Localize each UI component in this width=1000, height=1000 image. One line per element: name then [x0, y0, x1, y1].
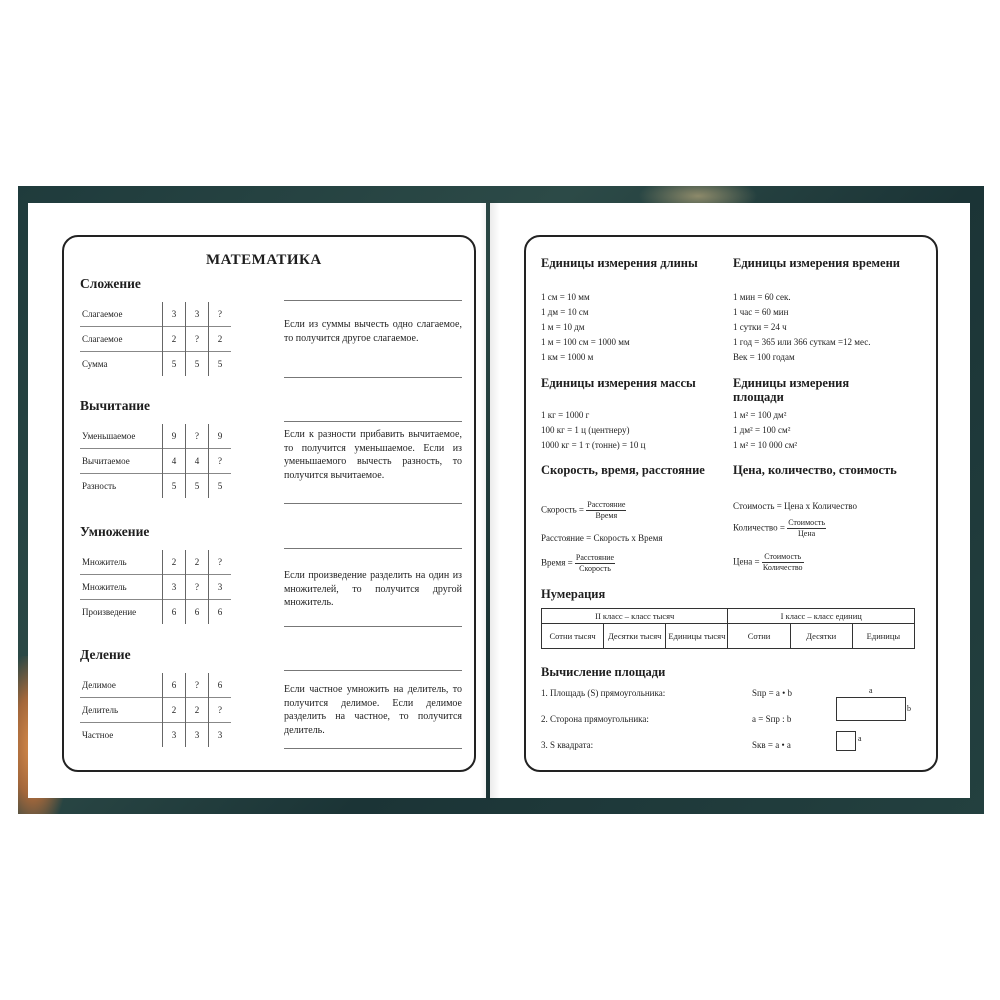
numerator: Расстояние: [575, 553, 615, 562]
table-row: [80, 352, 231, 377]
numerator: Расстояние: [587, 500, 626, 509]
cell: 9: [209, 424, 232, 449]
side-label: a: [858, 734, 862, 743]
numerator: Стоимость: [788, 518, 826, 527]
addition-heading: Сложение: [80, 276, 141, 291]
fraction: [787, 518, 826, 539]
formula-left: Скорость =: [541, 504, 585, 515]
list-item: 1 год = 365 или 366 суткам =12 мес.: [733, 337, 871, 347]
cell: 3: [186, 723, 209, 748]
row-label: Уменьшаемое: [82, 431, 136, 441]
list-item: 1 час = 60 мин: [733, 307, 789, 317]
multiplication-rule: Если произведение разделить на один из множителей, то получится другой множитель.: [284, 570, 462, 608]
cell: ?: [186, 327, 209, 352]
area-calc-heading: Вычисление площади: [541, 665, 666, 679]
cost-formula: Стоимость = Цена х Количество: [733, 501, 857, 511]
list-item: 1 м = 100 см = 1000 мм: [541, 337, 630, 347]
cell: 3: [209, 723, 232, 748]
length-heading: Единицы измерения длины: [541, 256, 698, 270]
multiplication-table: [80, 550, 231, 624]
cell: 3: [186, 302, 209, 327]
cell: 3: [163, 302, 186, 327]
cell: 2: [163, 550, 186, 575]
rule-line: [284, 300, 462, 301]
area-units-heading: Единицы измерения площади: [733, 376, 850, 404]
row-label: Слагаемое: [82, 309, 123, 319]
formula-left: Время =: [541, 557, 573, 568]
cell: 2: [186, 550, 209, 575]
table-row: [542, 624, 915, 649]
cell: 6: [186, 600, 209, 625]
list-item: 1 кг = 1000 г: [541, 410, 590, 420]
unit-price-formula: [733, 552, 804, 573]
list-item: 1 м² = 10 000 см²: [733, 440, 798, 450]
side-label: a: [869, 686, 873, 695]
length-list: [541, 290, 726, 365]
addition-rule: Если из суммы вычесть одно слагаемое, то получится другое слагаемое.: [284, 319, 462, 344]
square-diagram: [836, 731, 856, 751]
cell: 4: [186, 449, 209, 474]
list-item: 1 дм = 10 см: [541, 307, 589, 317]
table-row: [80, 550, 231, 575]
row-label: Делитель: [80, 698, 163, 723]
digit-cell: Сотни: [728, 624, 790, 649]
cell: ?: [209, 449, 232, 474]
cell: 6: [163, 673, 186, 698]
row-label: Делимое: [82, 680, 116, 690]
time-formula: [541, 553, 615, 574]
square-formula: Sкв = a • a: [752, 740, 791, 750]
table-row: [80, 723, 231, 748]
list-item: 1 дм² = 100 см²: [733, 425, 791, 435]
cell: 2: [186, 698, 209, 723]
division-heading: Деление: [80, 647, 131, 662]
table-row: [80, 600, 231, 625]
cell: 2: [209, 327, 232, 352]
cell: 3: [209, 575, 232, 600]
list-item: 1 м = 10 дм: [541, 322, 585, 332]
table-row: [542, 609, 915, 624]
side-formula: a = Sпр : b: [752, 714, 792, 724]
list-item: 1 мин = 60 сек.: [733, 292, 791, 302]
speed-formula: [541, 500, 626, 521]
subtraction-table: [80, 424, 231, 498]
list-item: Век = 100 годам: [733, 352, 795, 362]
rule-line: [284, 421, 462, 422]
row-label: Произведение: [80, 600, 163, 625]
cell: ?: [209, 698, 232, 723]
row-label: Сумма: [80, 352, 163, 377]
list-item: 100 кг = 1 ц (центнеру): [541, 425, 630, 435]
cell: 5: [163, 352, 186, 377]
area-calc-item: 2. Сторона прямоугольника:: [541, 714, 649, 724]
digit-cell: Десятки тысяч: [604, 624, 666, 649]
cell: 5: [209, 352, 232, 377]
fraction: [575, 553, 615, 574]
denominator: Время: [595, 511, 618, 520]
row-label: Разность: [80, 474, 163, 499]
table-row: [80, 424, 231, 449]
division-table: [80, 673, 231, 747]
denominator: Цена: [798, 529, 816, 538]
list-item: 1 км = 1000 м: [541, 352, 594, 362]
cell: 6: [163, 600, 186, 625]
cell: 5: [163, 474, 186, 499]
area-formula: Sпр = a • b: [752, 688, 793, 698]
class-header: I класс – класс единиц: [728, 609, 915, 624]
cell: 4: [163, 449, 186, 474]
cell: 5: [186, 474, 209, 499]
table-row: [80, 673, 231, 698]
area-calc-item: 1. Площадь (S) прямоугольника:: [541, 688, 666, 698]
row-label: Множитель: [80, 575, 163, 600]
numerator: Стоимость: [762, 552, 804, 563]
rule-line: [284, 670, 462, 671]
side-label: b: [907, 704, 911, 713]
row-label: Слагаемое: [80, 327, 163, 352]
digit-cell: Единицы тысяч: [666, 624, 728, 649]
mass-heading: Единицы измерения массы: [541, 376, 696, 390]
multiplication-heading: Умножение: [80, 524, 150, 539]
digit-cell: Десятки: [790, 624, 852, 649]
row-label: Вычитаемое: [80, 449, 163, 474]
table-row: [80, 474, 231, 499]
cell: 5: [186, 352, 209, 377]
time-list: [733, 290, 928, 365]
cell: 3: [163, 575, 186, 600]
mass-list: [541, 408, 726, 453]
row-label: Частное: [80, 723, 163, 748]
area-calc-item: 3. S квадрата:: [541, 740, 594, 750]
list-item: 1 см = 10 мм: [541, 292, 590, 302]
numeration-heading: Нумерация: [541, 587, 606, 601]
digit-cell: Сотни тысяч: [542, 624, 604, 649]
subtraction-heading: Вычитание: [80, 398, 151, 413]
time-heading: Единицы измерения времени: [733, 256, 900, 270]
panel-title: МАТЕМАТИКА: [206, 252, 322, 268]
book-gutter: [480, 200, 500, 800]
cell: 9: [163, 424, 186, 449]
denominator: Скорость: [579, 564, 611, 573]
formula-left: Цена =: [733, 556, 760, 567]
list-item: 1 сутки = 24 ч: [733, 322, 787, 332]
cell: 5: [209, 474, 232, 499]
distance-formula: Расстояние = Скорость х Время: [541, 533, 663, 543]
rule-line: [284, 548, 462, 549]
table-row: [80, 302, 231, 327]
cell: ?: [209, 302, 232, 327]
speed-heading: Скорость, время, расстояние: [541, 463, 705, 477]
quantity-formula: [733, 518, 826, 539]
rule-line: [284, 748, 462, 749]
rule-line: [284, 626, 462, 627]
addition-table: [80, 302, 231, 376]
list-item: 1 м² = 100 дм²: [733, 410, 787, 420]
cell: 2: [163, 327, 186, 352]
fraction: [586, 500, 626, 521]
subtraction-rule: Если к разности прибавить вычитаемое, то получится уменьшаемое. Если из уменьшаемого вычесть разность, то получится вычитаемое.: [284, 429, 462, 481]
table-row: [80, 575, 231, 600]
table-row: [80, 449, 231, 474]
rectangle-diagram: [836, 697, 906, 721]
formula-left: Количество =: [733, 522, 785, 533]
rule-line: [284, 377, 462, 378]
numeration-table: [541, 608, 915, 649]
division-rule: Если частное умножить на делитель, то получится делимое. Если делимое разделить на частное, то получится делитель.: [284, 684, 462, 736]
digit-cell: Единицы: [852, 624, 914, 649]
list-item: 1000 кг = 1 т (тонне) = 10 ц: [541, 440, 646, 450]
row-label: Множитель: [82, 557, 127, 567]
denominator: Количество: [762, 563, 803, 572]
cell: 6: [209, 600, 232, 625]
rule-line: [284, 503, 462, 504]
cell: ?: [209, 550, 232, 575]
area-units-list: [733, 408, 918, 453]
cell: ?: [186, 575, 209, 600]
cell: 6: [209, 673, 232, 698]
cell: ?: [186, 673, 209, 698]
table-row: [80, 327, 231, 352]
cell: 2: [163, 698, 186, 723]
fraction: [762, 552, 804, 573]
cell: 3: [163, 723, 186, 748]
cell: ?: [186, 424, 209, 449]
price-heading: Цена, количество, стоимость: [733, 463, 897, 477]
class-header: II класс – класс тысяч: [542, 609, 728, 624]
table-row: [80, 698, 231, 723]
